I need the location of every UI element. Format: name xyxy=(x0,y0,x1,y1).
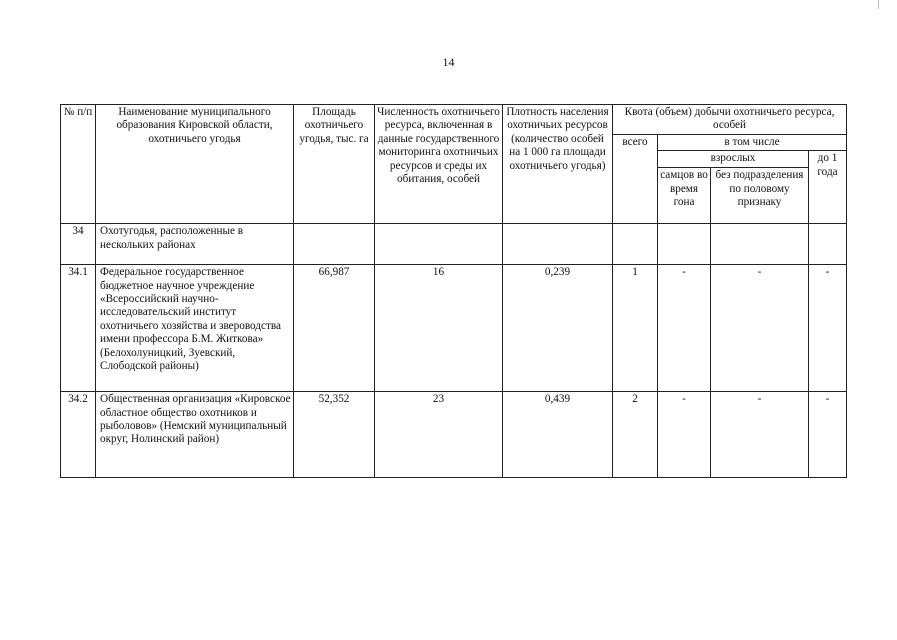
header-row-1 xyxy=(61,105,847,135)
header-count: Численность охотничьего ресурса, включенная в данные государственного мониторинга охотничьих ресурсов и среды их обитания, особей xyxy=(375,105,503,224)
row-nosex: - xyxy=(711,265,809,392)
row-count: 23 xyxy=(375,392,503,478)
header-under1: до 1 года xyxy=(809,151,847,224)
header-total: всего xyxy=(613,134,658,223)
cell-empty xyxy=(294,224,375,265)
quota-table xyxy=(60,104,847,478)
row-density: 0,239 xyxy=(503,265,613,392)
header-adults: взрослых xyxy=(658,151,809,168)
row-name: Федеральное государственное бюджетное научное учреждение «Всероссийский научно-исследовательский институт охотничьего хозяйства и звероводства имени профессора Б.М. Житкова» (Белохолуницкий, Зуевский, Слободской районы) xyxy=(96,265,294,392)
row-count: 16 xyxy=(375,265,503,392)
row-num: 34.2 xyxy=(61,392,96,478)
header-num: № п/п xyxy=(61,105,96,224)
row-density: 0,439 xyxy=(503,392,613,478)
header-quota: Квота (объем) добычи охотничьего ресурса, особей xyxy=(613,105,847,135)
row-num: 34.1 xyxy=(61,265,96,392)
row-total: 2 xyxy=(613,392,658,478)
header-name: Наименование муниципального образования Кировской области, охотничьего угодья xyxy=(96,105,294,224)
page-number: 14 xyxy=(442,55,455,69)
row-area: 66,987 xyxy=(294,265,375,392)
row-males: - xyxy=(658,265,711,392)
cell-empty xyxy=(711,224,809,265)
row-under1: - xyxy=(809,265,847,392)
section-num: 34 xyxy=(61,224,96,265)
header-area: Площадь охотничьего угодья, тыс. га xyxy=(294,105,375,224)
table-row xyxy=(61,392,847,478)
cell-empty xyxy=(503,224,613,265)
cell-empty xyxy=(809,224,847,265)
section-name: Охотугодья, расположенные в нескольких районах xyxy=(96,224,294,265)
section-row xyxy=(61,224,847,265)
header-including: в том числе xyxy=(658,134,847,150)
row-area: 52,352 xyxy=(294,392,375,478)
header-density: Плотность населения охотничьих ресурсов (количество особей на 1 000 га площади охотничьего угодья) xyxy=(503,105,613,224)
table-row xyxy=(61,265,847,392)
row-total: 1 xyxy=(613,265,658,392)
edge-mark xyxy=(878,0,879,9)
row-nosex: - xyxy=(711,392,809,478)
cell-empty xyxy=(613,224,658,265)
row-under1: - xyxy=(809,392,847,478)
header-males: самцов во время гона xyxy=(658,168,711,224)
cell-empty xyxy=(375,224,503,265)
row-name: Общественная организация «Кировское областное общество охотников и рыболовов» (Немский муниципальный округ, Нолинский район) xyxy=(96,392,294,478)
header-nosex: без подразделения по половому признаку xyxy=(711,168,809,224)
cell-empty xyxy=(658,224,711,265)
row-males: - xyxy=(658,392,711,478)
